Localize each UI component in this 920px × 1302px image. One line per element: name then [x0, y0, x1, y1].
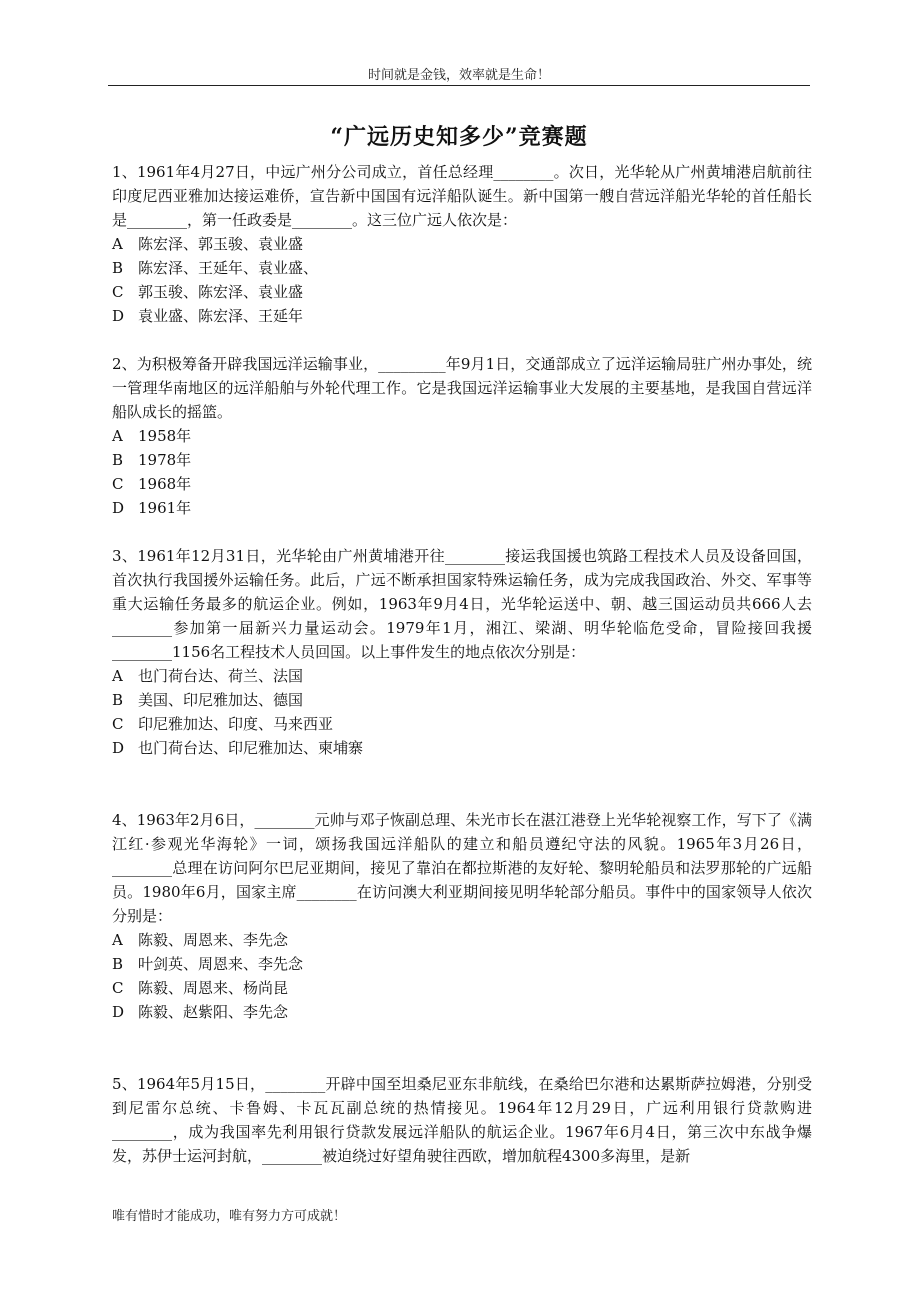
option-d: D 陈毅、赵紫阳、李先念	[112, 1003, 289, 1021]
option-c: C 郭玉骏、陈宏泽、袁业盛	[112, 283, 304, 301]
option-b: B 美国、印尼雅加达、德国	[112, 691, 304, 709]
option-c: C 陈毅、周恩来、杨尚昆	[112, 979, 289, 997]
option-c: C 印尼雅加达、印度、马来西亚	[112, 715, 334, 733]
question-5	[112, 1072, 812, 1168]
question-3	[112, 544, 812, 760]
question-stem: 1、1961年4月27日，中远广州分公司成立，首任总经理________。次日，光华轮从广州黄埔港启航前往印度尼西亚雅加达接运难侨，宣告新中国国有远洋船队诞生。新中国第一艘自营远洋船光华轮的首任船长是________，第一任政委是________。这三位广远人依次是：	[112, 163, 812, 229]
question-stem: 3、1961年12月31日，光华轮由广州黄埔港开往________接运我国援也筑路工程技术人员及设备回国，首次执行我国援外运输任务。此后，广远不断承担国家特殊运输任务，成为完成我国政治、外交、军事等重大运输任务最多的航运企业。例如，1963年9月4日，光华轮运送中、朝、越三国运动员共666人去________参加第一届新兴力量运动会。1979年1月，湘江、梁湖、明华轮临危受命，冒险接回我援________1156名工程技术人员回国。以上事件发生的地点依次分别是：	[112, 547, 812, 661]
question-stem: 4、1963年2月6日，________元帅与邓子恢副总理、朱光市长在湛江港登上光华轮视察工作，写下了《满江红·参观光华海轮》一词，颂扬我国远洋船队的建立和船员遵纪守法的风貌。1965年3月26日，________总理在访问阿尔巴尼亚期间，接见了靠泊在都拉斯港的友好轮、黎明轮船员和法罗那轮的广远船员。1980年6月，国家主席________在访问澳大利亚期间接见明华轮部分船员。事件中的国家领导人依次分别是：	[112, 811, 812, 925]
question-list	[112, 160, 812, 1168]
question-stem: 2、为积极筹备开辟我国远洋运输事业，_________年9月1日，交通部成立了远洋运输局驻广州办事处，统一管理华南地区的远洋船舶与外轮代理工作。它是我国远洋运输事业大发展的主要基地，是我国自营远洋船队成长的摇篮。	[112, 355, 812, 421]
option-a: A 1958年	[112, 427, 192, 445]
header-divider	[108, 85, 810, 86]
option-d: D 也门荷台达、印尼雅加达、柬埔寨	[112, 739, 364, 757]
option-b: B 1978年	[112, 451, 192, 469]
option-d: D 1961年	[112, 499, 192, 517]
question-2	[112, 352, 812, 520]
option-d: D 袁业盛、陈宏泽、王延年	[112, 307, 304, 325]
question-4	[112, 808, 812, 1024]
option-a: A 陈宏泽、郭玉骏、袁业盛	[112, 235, 304, 253]
option-b: B 叶剑英、周恩来、李先念	[112, 955, 304, 973]
option-b: B 陈宏泽、王延年、袁业盛、	[112, 259, 319, 277]
document-title: “广远历史知多少”竞赛题	[330, 124, 588, 150]
option-a: A 陈毅、周恩来、李先念	[112, 931, 289, 949]
option-a: A 也门荷台达、荷兰、法国	[112, 667, 304, 685]
question-1	[112, 160, 812, 328]
page-header: 时间就是金钱，效率就是生命！	[367, 68, 550, 83]
option-c: C 1968年	[112, 475, 192, 493]
page-footer: 唯有惜时才能成功，唯有努力方可成就！	[112, 1209, 347, 1224]
question-stem: 5、1964年5月15日，________开辟中国至坦桑尼亚东非航线，在桑给巴尔港和达累斯萨拉姆港，分别受到尼雷尔总统、卡鲁姆、卡瓦瓦副总统的热情接见。1964年12月29日，广远利用银行贷款购进________，成为我国率先利用银行贷款发展远洋船队的航运企业。1967年6月4日，第三次中东战争爆发，苏伊士运河封航，________被迫绕过好望角驶往西欧，增加航程4300多海里，是新	[112, 1075, 812, 1165]
